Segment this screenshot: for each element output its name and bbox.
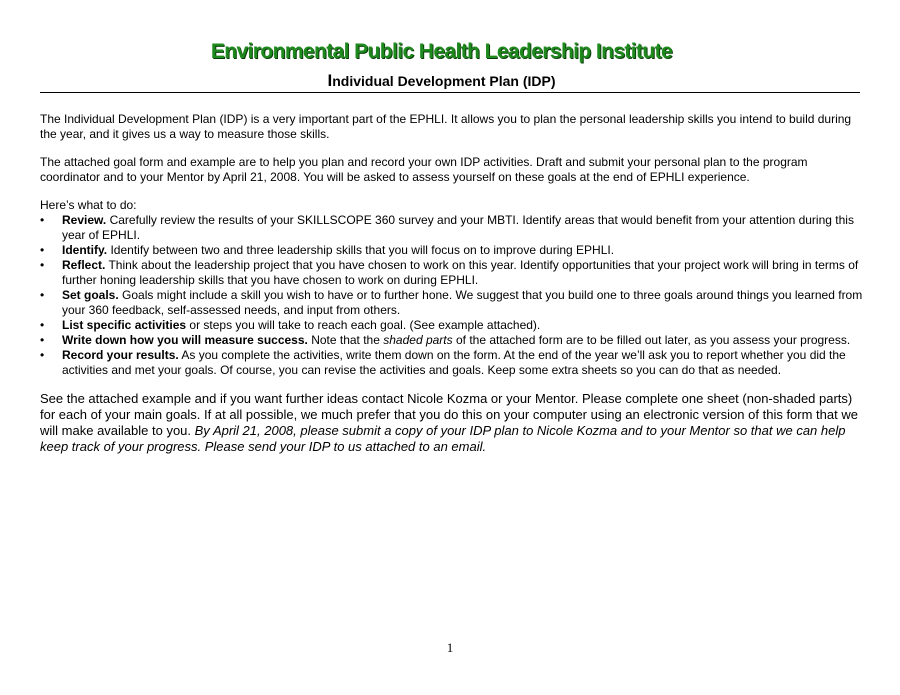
bullet-icon: • bbox=[40, 258, 45, 272]
bullet-icon: • bbox=[40, 243, 45, 257]
page-number: 1 bbox=[446, 640, 454, 655]
step-text: Carefully review the results of your SKILLSCOPE 360 survey and your MBTI. Identify areas that would benefit from your attention during this year of EPHLI. bbox=[62, 213, 854, 242]
steps-intro: Here’s what to do: bbox=[40, 198, 137, 212]
step-label: Set goals. bbox=[62, 288, 119, 302]
step-text: Think about the leadership project that you have chosen to work on this year. Identify opportunities that your project work will bring in terms of further honing leadership skills that you have chosen to work on during EPHLI. bbox=[62, 258, 859, 287]
bullet-icon: • bbox=[40, 213, 45, 227]
list-item bbox=[40, 243, 870, 258]
step-text: Goals might include a skill you wish to have or to further hone. We suggest that you build one to three goals around things you learned from your 360 feedback, self-assessed needs, and input from others. bbox=[62, 288, 863, 317]
step-label: Record your results. bbox=[62, 348, 179, 362]
instructions-paragraph: The attached goal form and example are to help you plan and record your own IDP activities. Draft and submit your personal plan to the program coordinator and to your Mentor by April 21, 2008. You will be asked to assess yourself on these goals at the end of EPHLI experience. bbox=[40, 155, 808, 184]
document-body bbox=[40, 112, 870, 455]
bullet-icon: • bbox=[40, 318, 45, 332]
closing-italic-text: By April 21, 2008, please submit a copy of your IDP plan to Nicole Kozma and to your Mentor so that we can help keep track of your progress. Please send your IDP to us attached to an email. bbox=[40, 423, 846, 454]
subtitle-rest: ndividual Development Plan (IDP) bbox=[332, 73, 556, 89]
step-text: of the attached form are to be filled out later, as you assess your progress. bbox=[452, 333, 851, 347]
step-text: Identify between two and three leadership skills that you will focus on to improve during EPHLI. bbox=[107, 243, 615, 257]
step-label: Identify. bbox=[62, 243, 108, 257]
bullet-icon: • bbox=[40, 288, 45, 302]
list-item bbox=[40, 288, 870, 318]
list-item bbox=[40, 258, 870, 288]
step-text: Note that the bbox=[307, 333, 384, 347]
document-subtitle bbox=[0, 71, 883, 91]
list-item bbox=[40, 333, 870, 348]
closing-text: See the attached example and if you want further ideas contact Nicole Kozma or your Mentor. Please complete one sheet (non-shaded parts) for each of your main goals. If at all possible, we much prefer that you do this on your computer using an electronic version of this form that we will make available to you. bbox=[40, 391, 858, 438]
step-text: or steps you will take to reach each goal. (See example attached). bbox=[186, 318, 541, 332]
step-text-italic: shaded parts bbox=[383, 333, 453, 347]
list-item bbox=[40, 318, 870, 333]
step-label: List specific activities bbox=[62, 318, 187, 332]
step-text: As you complete the activities, write them down on the form. At the end of the year we’ll ask you to report whether you did the activities and met your goals. Of course, you can revise the activities and goals. Keep some extra sheets so you can do that as needed. bbox=[62, 348, 846, 377]
document-title: Environmental Public Health Leadership Institute bbox=[210, 40, 673, 63]
step-label: Reflect. bbox=[62, 258, 106, 272]
intro-paragraph: The Individual Development Plan (IDP) is a very important part of the EPHLI. It allows you to plan the personal leadership skills you intend to build during the year, and it gives us a way to measure those skills. bbox=[40, 112, 852, 141]
step-label: Write down how you will measure success. bbox=[62, 333, 308, 347]
steps-list bbox=[40, 213, 870, 378]
bullet-icon: • bbox=[40, 333, 45, 347]
header-rule bbox=[40, 92, 860, 93]
list-item bbox=[40, 348, 870, 378]
list-item bbox=[40, 213, 870, 243]
step-label: Review. bbox=[62, 213, 107, 227]
closing-paragraph bbox=[40, 391, 870, 455]
subtitle-initial: I bbox=[327, 71, 333, 90]
bullet-icon: • bbox=[40, 348, 45, 362]
